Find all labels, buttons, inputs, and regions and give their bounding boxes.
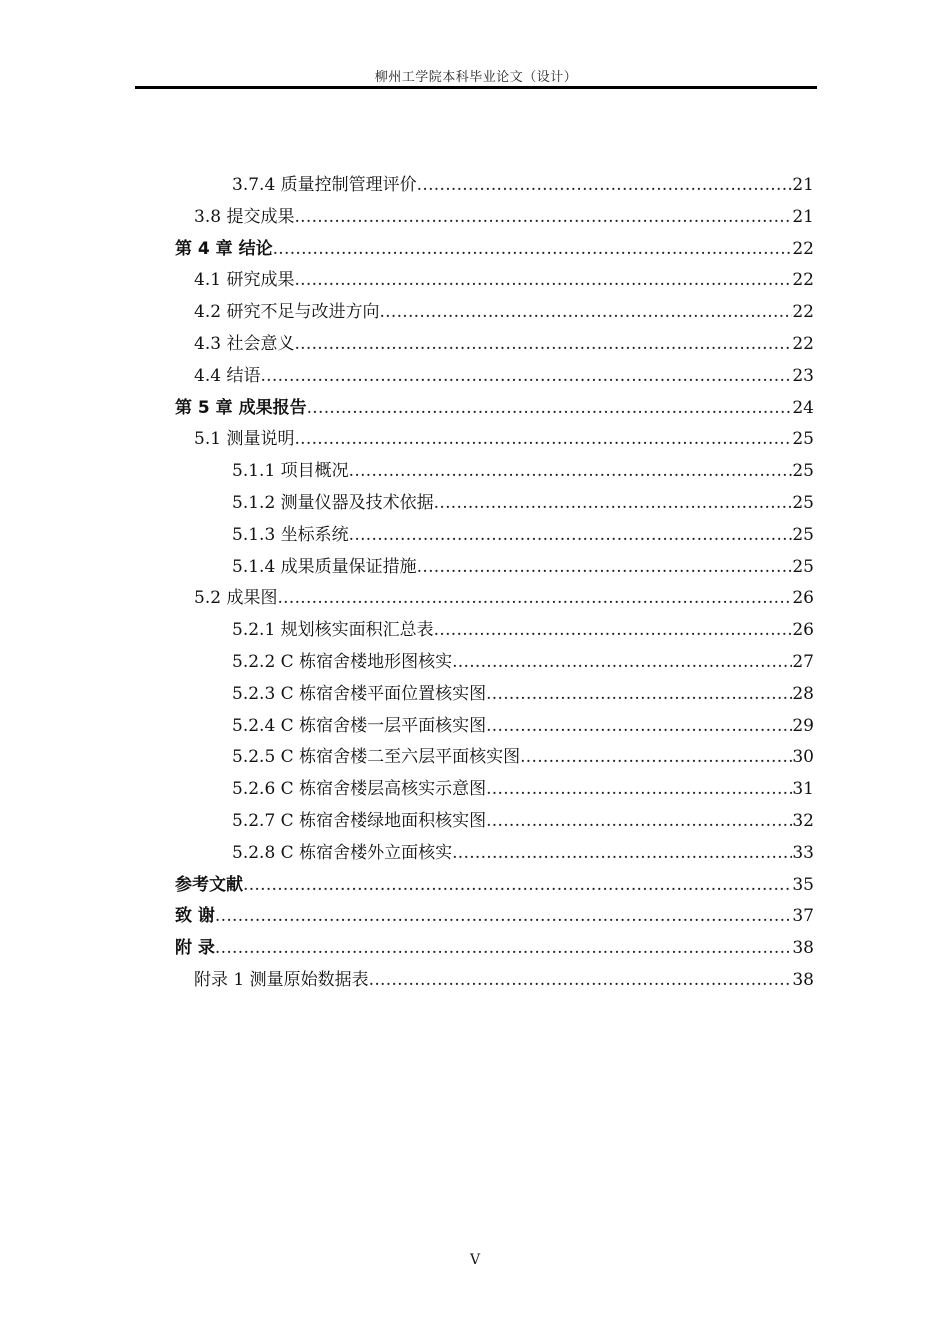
toc-entry-page: 25 bbox=[792, 461, 814, 482]
toc-entry-title: 附录 1 测量原始数据表 bbox=[194, 969, 369, 990]
toc-entry-page: 22 bbox=[792, 238, 814, 259]
toc-entry[interactable] bbox=[175, 679, 814, 711]
toc-entry-page: 22 bbox=[792, 333, 814, 354]
toc-leader-dots bbox=[294, 429, 792, 449]
toc-entry-title: 致 谢 bbox=[175, 906, 215, 927]
toc-entry-title: 4.4 结语 bbox=[194, 365, 261, 386]
toc-entry-title: 第 5 章 成果报告 bbox=[175, 397, 307, 418]
toc-entry-page: 38 bbox=[792, 969, 814, 990]
page-number: V bbox=[469, 1252, 481, 1268]
toc-entry[interactable] bbox=[175, 234, 814, 266]
toc-entry-title: 5.2.2 C 栋宿舍楼地形图核实 bbox=[232, 651, 453, 672]
toc-entry[interactable] bbox=[175, 806, 814, 838]
toc-entry[interactable] bbox=[175, 202, 814, 234]
toc-entry-page: 25 bbox=[792, 556, 814, 577]
toc-leader-dots bbox=[452, 652, 792, 672]
toc-leader-dots bbox=[452, 843, 792, 863]
toc-leader-dots bbox=[277, 588, 792, 608]
toc-entry[interactable] bbox=[175, 329, 814, 361]
toc-entry[interactable] bbox=[175, 901, 814, 933]
toc-leader-dots bbox=[260, 366, 792, 386]
toc-leader-dots bbox=[486, 779, 792, 799]
toc-entry[interactable] bbox=[175, 265, 814, 297]
toc-entry-page: 23 bbox=[792, 365, 814, 386]
toc-entry[interactable] bbox=[175, 170, 814, 202]
toc-leader-dots bbox=[294, 270, 792, 290]
toc-entry[interactable] bbox=[175, 870, 814, 902]
toc-entry-title: 5.1.1 项目概况 bbox=[232, 461, 349, 482]
table-of-contents bbox=[175, 170, 814, 997]
toc-entry-title: 5.2.3 C 栋宿舍楼平面位置核实图 bbox=[232, 683, 487, 704]
toc-entry-title: 5.2.7 C 栋宿舍楼绿地面积核实图 bbox=[232, 810, 487, 831]
toc-entry-page: 25 bbox=[792, 524, 814, 545]
toc-entry-page: 26 bbox=[792, 588, 814, 609]
toc-entry-title: 3.7.4 质量控制管理评价 bbox=[232, 175, 417, 195]
toc-entry-title: 5.2.6 C 栋宿舍楼层高核实示意图 bbox=[232, 779, 487, 800]
toc-entry-page: 22 bbox=[792, 270, 814, 291]
toc-entry-title: 4.3 社会意义 bbox=[194, 333, 295, 354]
toc-entry[interactable] bbox=[175, 297, 814, 329]
toc-entry-page: 38 bbox=[792, 938, 814, 959]
toc-leader-dots bbox=[307, 398, 793, 418]
toc-entry-page: 30 bbox=[792, 747, 814, 768]
toc-entry[interactable] bbox=[175, 774, 814, 806]
toc-entry-page: 35 bbox=[792, 874, 814, 895]
toc-entry-title: 5.2.8 C 栋宿舍楼外立面核实 bbox=[232, 842, 453, 863]
toc-leader-dots bbox=[486, 716, 792, 736]
toc-entry-page: 21 bbox=[792, 175, 814, 195]
toc-entry[interactable] bbox=[175, 615, 814, 647]
toc-leader-dots bbox=[379, 302, 792, 322]
toc-entry-page: 32 bbox=[792, 810, 814, 831]
toc-leader-dots bbox=[417, 557, 793, 577]
toc-entry-page: 25 bbox=[792, 492, 814, 513]
toc-leader-dots bbox=[486, 811, 792, 831]
header-rule bbox=[135, 86, 817, 89]
toc-leader-dots bbox=[215, 938, 792, 958]
toc-entry-title: 第 4 章 结论 bbox=[175, 238, 273, 259]
toc-entry-title: 5.1 测量说明 bbox=[194, 429, 295, 450]
toc-entry-page: 22 bbox=[792, 302, 814, 323]
toc-leader-dots bbox=[434, 620, 793, 640]
toc-entry-title: 5.1.3 坐标系统 bbox=[232, 524, 349, 545]
toc-leader-dots bbox=[273, 239, 793, 259]
toc-entry-title: 5.2 成果图 bbox=[194, 588, 278, 609]
toc-entry-page: 25 bbox=[792, 429, 814, 450]
toc-leader-dots bbox=[349, 525, 793, 545]
toc-entry-page: 26 bbox=[792, 620, 814, 641]
toc-entry-title: 5.1.4 成果质量保证措施 bbox=[232, 556, 417, 577]
toc-entry-page: 29 bbox=[792, 715, 814, 736]
toc-entry[interactable] bbox=[175, 393, 814, 425]
toc-leader-dots bbox=[369, 970, 793, 990]
toc-leader-dots bbox=[417, 175, 793, 195]
toc-entry-title: 附 录 bbox=[175, 938, 215, 959]
toc-entry[interactable] bbox=[175, 361, 814, 393]
toc-entry-page: 28 bbox=[792, 683, 814, 704]
toc-entry-title: 5.2.5 C 栋宿舍楼二至六层平面核实图 bbox=[232, 747, 521, 768]
toc-entry-title: 5.1.2 测量仪器及技术依据 bbox=[232, 492, 434, 513]
toc-entry-page: 21 bbox=[792, 206, 814, 227]
toc-entry[interactable] bbox=[175, 520, 814, 552]
toc-entry[interactable] bbox=[175, 488, 814, 520]
toc-entry-page: 33 bbox=[792, 842, 814, 863]
toc-entry-page: 31 bbox=[792, 779, 814, 800]
toc-entry-title: 5.2.1 规划核实面积汇总表 bbox=[232, 620, 434, 641]
toc-entry[interactable] bbox=[175, 838, 814, 870]
toc-entry[interactable] bbox=[175, 647, 814, 679]
toc-entry[interactable] bbox=[175, 456, 814, 488]
toc-entry-page: 27 bbox=[792, 651, 814, 672]
running-header: 柳州工学院本科毕业论文（设计） bbox=[374, 70, 578, 85]
toc-leader-dots bbox=[486, 684, 792, 704]
toc-entry-title: 5.2.4 C 栋宿舍楼一层平面核实图 bbox=[232, 715, 487, 736]
toc-leader-dots bbox=[294, 334, 792, 354]
toc-entry[interactable] bbox=[175, 583, 814, 615]
toc-entry[interactable] bbox=[175, 933, 814, 965]
toc-entry[interactable] bbox=[175, 552, 814, 584]
toc-leader-dots bbox=[215, 906, 792, 926]
toc-leader-dots bbox=[434, 493, 793, 513]
toc-entry[interactable] bbox=[175, 742, 814, 774]
toc-entry-page: 37 bbox=[792, 906, 814, 927]
toc-leader-dots bbox=[349, 461, 793, 481]
toc-leader-dots bbox=[294, 207, 792, 227]
toc-leader-dots bbox=[520, 747, 792, 767]
toc-leader-dots bbox=[243, 875, 792, 895]
toc-entry-title: 参考文献 bbox=[175, 874, 243, 895]
toc-entry-page: 24 bbox=[792, 397, 814, 418]
toc-entry[interactable] bbox=[175, 965, 814, 997]
toc-entry-title: 4.1 研究成果 bbox=[194, 270, 295, 291]
toc-entry[interactable] bbox=[175, 711, 814, 743]
toc-entry-title: 4.2 研究不足与改进方向 bbox=[194, 302, 380, 323]
toc-entry-title: 3.8 提交成果 bbox=[194, 206, 295, 227]
toc-entry[interactable] bbox=[175, 424, 814, 456]
